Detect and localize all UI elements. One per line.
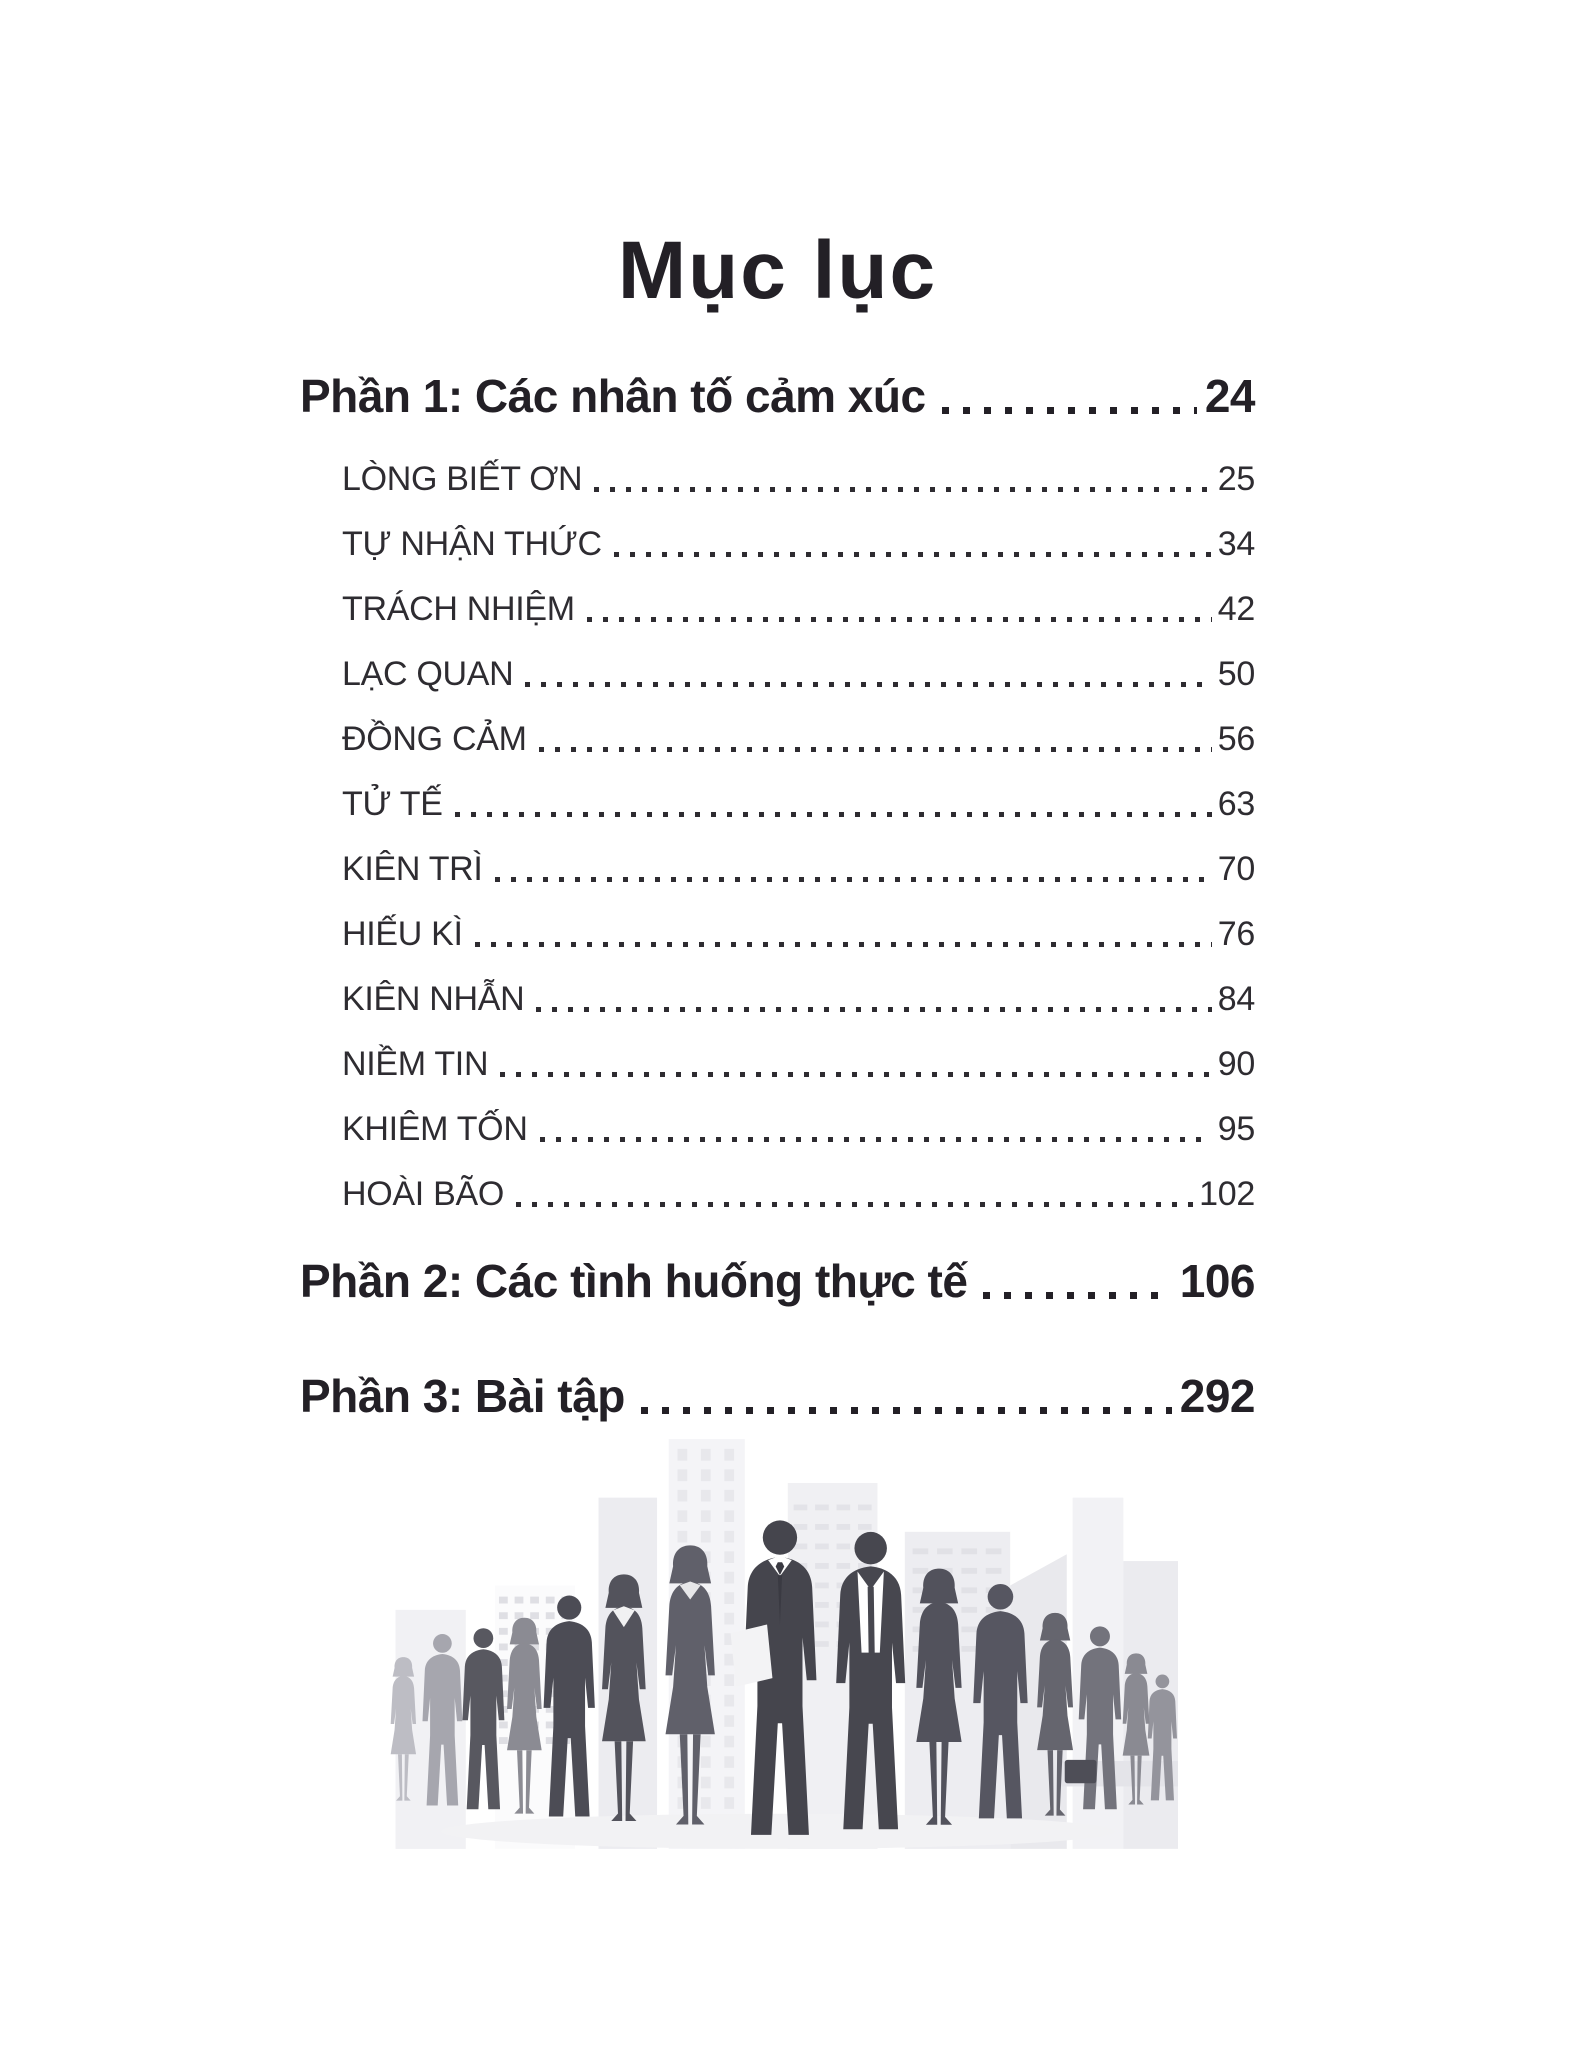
- toc-item: [300, 1032, 1255, 1097]
- dot-leader: [587, 617, 1212, 622]
- toc-item: [300, 772, 1255, 837]
- section-label: Phần 3: Bài tập: [300, 1369, 625, 1422]
- dot-leader: [536, 1007, 1211, 1012]
- section-page-number: 24: [1204, 370, 1255, 423]
- item-label: HOÀI BÃO: [342, 1174, 504, 1213]
- section-page-number: 292: [1179, 1369, 1255, 1422]
- item-page-number: 42: [1217, 589, 1255, 628]
- item-page-number: 102: [1199, 1174, 1255, 1213]
- business-people-silhouettes-svg: [378, 1439, 1178, 1849]
- toc-item: [300, 707, 1255, 772]
- briefcase: [1064, 1760, 1096, 1783]
- item-page-number: 56: [1217, 719, 1255, 758]
- toc-section-2: [300, 1255, 1255, 1308]
- dot-leader: [942, 407, 1197, 414]
- dot-leader: [983, 1292, 1171, 1299]
- section-label: Phần 1: Các nhân tố cảm xúc: [300, 370, 926, 423]
- section-label: Phần 2: Các tình huống thực tế: [300, 1254, 968, 1307]
- item-label: KHIÊM TỐN: [342, 1109, 528, 1148]
- toc-section-3: [300, 1370, 1255, 1423]
- section-page-number: 106: [1179, 1254, 1255, 1307]
- toc-item: [300, 967, 1255, 1032]
- item-page-number: 50: [1217, 654, 1255, 693]
- toc-section-1-items: [300, 447, 1255, 1227]
- item-label: TRÁCH NHIỆM: [342, 589, 575, 628]
- toc-item: [300, 1162, 1255, 1227]
- item-page-number: 63: [1217, 784, 1255, 823]
- dot-leader: [525, 682, 1211, 687]
- business-people-illustration: [300, 1439, 1255, 1854]
- dot-leader: [516, 1202, 1193, 1207]
- item-label: NIỀM TIN: [342, 1044, 489, 1083]
- item-page-number: 25: [1217, 459, 1255, 498]
- dot-leader: [540, 1137, 1212, 1142]
- dot-leader: [495, 877, 1212, 882]
- dot-leader: [539, 747, 1212, 752]
- item-page-number: 76: [1217, 914, 1255, 953]
- item-label: LÒNG BIẾT ƠN: [342, 459, 583, 498]
- toc-item: [300, 1097, 1255, 1162]
- item-page-number: 84: [1217, 979, 1255, 1018]
- toc-item: [300, 447, 1255, 512]
- item-label: HIẾU KÌ: [342, 914, 463, 953]
- item-label: KIÊN NHẪN: [342, 979, 525, 1018]
- table-of-contents: [300, 225, 1255, 1854]
- dot-leader: [594, 487, 1211, 492]
- dot-leader: [614, 552, 1212, 557]
- item-label: LẠC QUAN: [342, 654, 514, 693]
- dot-leader: [475, 942, 1212, 947]
- dot-leader: [500, 1072, 1212, 1077]
- item-label: KIÊN TRÌ: [342, 849, 483, 888]
- toc-item: [300, 837, 1255, 902]
- tablet: [730, 1624, 772, 1686]
- dot-leader: [455, 812, 1212, 817]
- toc-item: [300, 642, 1255, 707]
- item-label: TỬ TẾ: [342, 784, 443, 823]
- item-page-number: 90: [1217, 1044, 1255, 1083]
- item-label: TỰ NHẬN THỨC: [342, 524, 602, 563]
- toc-item: [300, 577, 1255, 642]
- page-title: Mục lục: [617, 225, 938, 316]
- dot-leader: [641, 1407, 1172, 1414]
- toc-item: [300, 512, 1255, 577]
- item-page-number: 70: [1217, 849, 1255, 888]
- item-page-number: 95: [1217, 1109, 1255, 1148]
- toc-item: [300, 902, 1255, 967]
- toc-section-1: [300, 370, 1255, 423]
- item-page-number: 34: [1217, 524, 1255, 563]
- item-label: ĐỒNG CẢM: [342, 719, 527, 758]
